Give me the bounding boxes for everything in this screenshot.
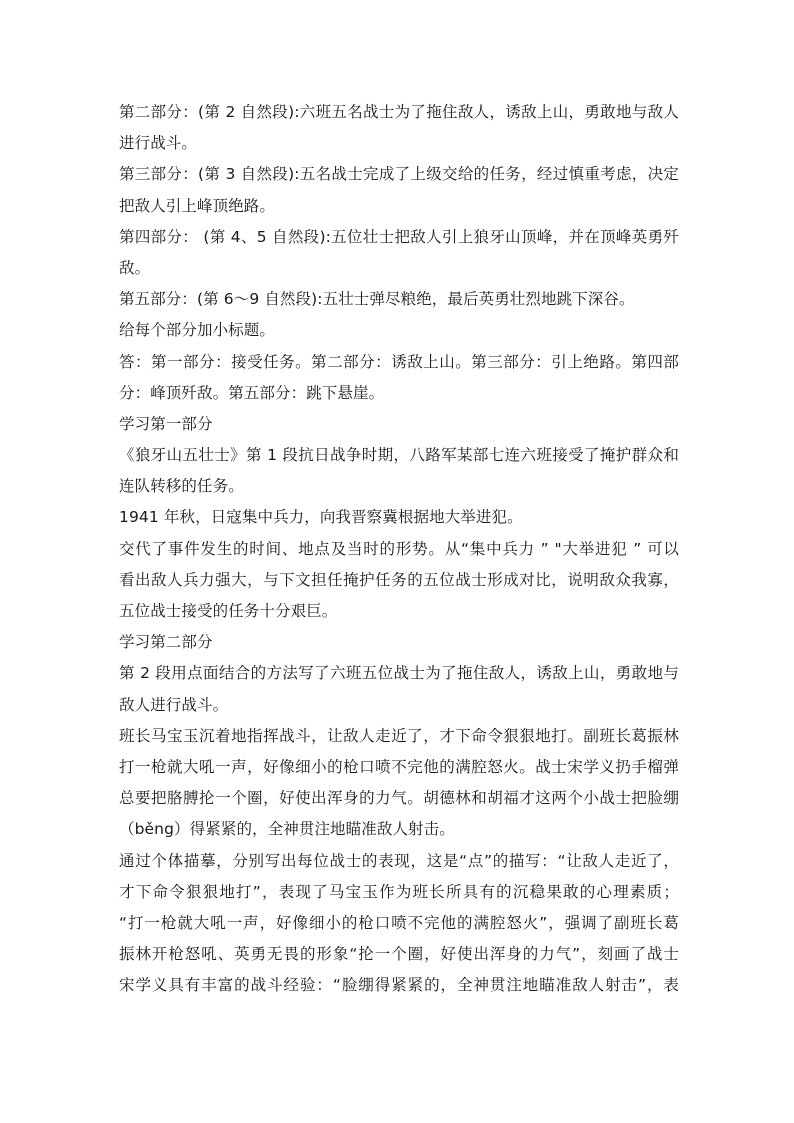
text-line: 进行战斗。 (119, 134, 198, 153)
text-line: 看出敌人兵力强大，与下文担任掩护任务的五位战士形成对比，说明敌众我寡， (119, 570, 679, 589)
text-line: 连队转移的任务。 (119, 477, 244, 496)
text-line: 班长马宝玉沉着地指挥战斗，让敌人走近了，才下命令狠狠地打。副班长葛振林 (119, 726, 679, 745)
text-line: 交代了事件发生的时间、地点及当时的形势。从“集中兵力 ” "大举进犯 ” 可以 (119, 539, 679, 558)
text-line: 学习第一部分 (119, 414, 213, 433)
text-line: 敌人进行战斗。 (119, 695, 229, 714)
document-body (119, 97, 679, 1001)
text-line: 敌。 (119, 258, 151, 277)
text-line: 五位战士接受的任务十分艰巨。 (119, 602, 338, 620)
text-line: 第四部分： (第 4、5 自然段):五位壮士把敌人引上狼牙山顶峰，并在顶峰英勇歼 (119, 227, 679, 246)
text-line: 第五部分：(第 6～9 自然段):五壮士弹尽粮绝，最后英勇壮烈地跳下深谷。 (119, 290, 635, 309)
text-line: （běng）得紧紧的，全神贯注地瞄准敌人射击。 (119, 820, 455, 839)
text-line: 学习第二部分 (119, 633, 213, 652)
text-line: 第二部分：(第 2 自然段):六班五名战士为了拖住敌人，诱敌上山，勇敢地与敌人 (119, 103, 679, 121)
text-line: 宋学义具有丰富的战斗经验：“脸绷得紧紧的，全神贯注地瞄准敌人射击”，表 (119, 976, 679, 995)
text-line: 第三部分：(第 3 自然段):五名战士完成了上级交给的任务，经过慎重考虑，决定 (119, 165, 679, 184)
text-line: 答：第一部分：接受任务。第二部分：诱敌上山。第三部分：引上绝路。第四部 (119, 352, 679, 371)
text-line: 才下命令狠狠地打”，表现了马宝玉作为班长所具有的沉稳果敢的心理素质； (119, 882, 679, 901)
text-line: “打一枪就大吼一声，好像细小的枪口喷不完他的满腔怒火”，强调了副班长葛 (119, 913, 679, 932)
text-line: 振林开枪怒吼、英勇无畏的形象“抡一个圈，好使出浑身的力气”，刻画了战士 (119, 945, 679, 964)
text-line: 把敌人引上峰顶绝路。 (119, 196, 276, 215)
text-line: 总要把胳膊抡一个圈，好使出浑身的力气。胡德林和胡福才这两个小战士把脸绷 (119, 789, 679, 808)
text-line: 给每个部分加小标题。 (119, 321, 276, 340)
text-line: 1941 年秋，日寇集中兵力，向我晋察冀根据地大举进犯。 (119, 508, 523, 527)
text-line: 《狼牙山五壮士》第 1 段抗日战争时期，八路军某部七连六班接受了掩护群众和 (119, 446, 679, 465)
text-line: 通过个体描摹，分别写出每位战士的表现，这是“点”的描写：“让敌人走近了， (119, 851, 679, 870)
text-line: 分：峰顶歼敌。第五部分：跳下悬崖。 (119, 383, 385, 402)
text-line: 第 2 段用点面结合的方法写了六班五位战士为了拖住敌人，诱敌上山，勇敢地与 (119, 664, 679, 683)
text-line: 打一枪就大吼一声，好像细小的枪口喷不完他的满腔怒火。战士宋学义扔手榴弹 (119, 757, 679, 776)
